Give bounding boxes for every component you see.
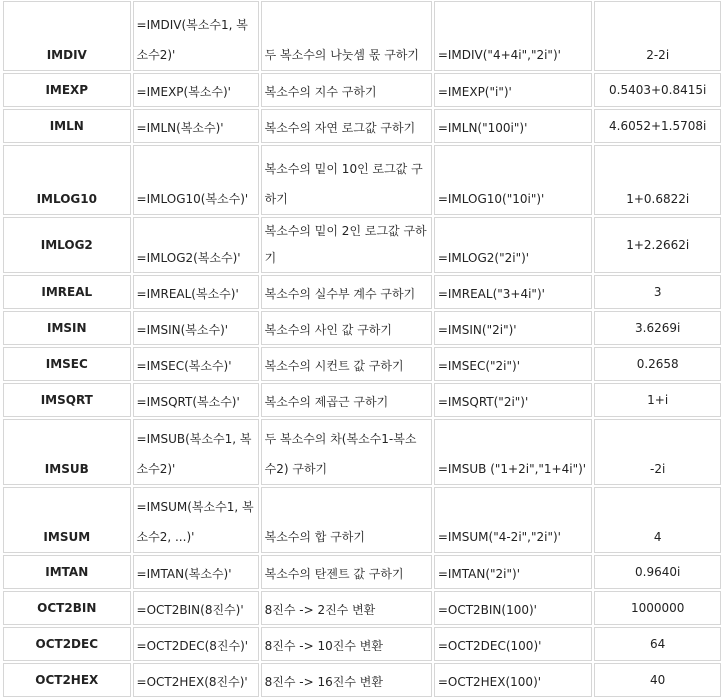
- function-syntax: =IMDIV(복소수1, 복소수2)': [133, 1, 259, 71]
- function-example: =IMDIV("4+4i","2i")': [434, 1, 593, 71]
- function-example: =OCT2DEC(100)': [434, 627, 593, 661]
- function-syntax: =IMLN(복소수)': [133, 109, 259, 143]
- function-syntax: =IMSIN(복소수)': [133, 311, 259, 345]
- function-example: =IMLN("100i")': [434, 109, 593, 143]
- function-example: =IMSUB ("1+2i","1+4i")': [434, 419, 593, 485]
- function-syntax: =IMSQRT(복소수)': [133, 383, 259, 417]
- function-example: =IMLOG10("10i")': [434, 145, 593, 215]
- function-example: =IMTAN("2i")': [434, 555, 593, 589]
- function-syntax: =OCT2HEX(8진수)': [133, 663, 259, 697]
- function-description: 복소수의 사인 값 구하기: [261, 311, 432, 345]
- function-name: IMSQRT: [3, 383, 131, 417]
- function-example: =IMSEC("2i")': [434, 347, 593, 381]
- function-name: IMLOG2: [3, 217, 131, 273]
- table-row: [3, 73, 721, 107]
- function-result: 1+i: [594, 383, 721, 417]
- function-result: 0.5403+0.8415i: [594, 73, 721, 107]
- function-description: 복소수의 자연 로그값 구하기: [261, 109, 432, 143]
- function-syntax: =IMSEC(복소수)': [133, 347, 259, 381]
- function-syntax: =IMSUM(복소수1, 복소수2, ...)': [133, 487, 259, 553]
- function-description: 두 복소수의 차(복소수1-복소수2) 구하기: [261, 419, 432, 485]
- function-description: 8진수 -> 16진수 변환: [261, 663, 432, 697]
- function-name: IMLN: [3, 109, 131, 143]
- function-result: 0.2658: [594, 347, 721, 381]
- function-name: OCT2HEX: [3, 663, 131, 697]
- table-row: [3, 383, 721, 417]
- function-name: IMTAN: [3, 555, 131, 589]
- function-description: 복소수의 시컨트 값 구하기: [261, 347, 432, 381]
- table-row: [3, 591, 721, 625]
- table-row: [3, 347, 721, 381]
- function-result: 64: [594, 627, 721, 661]
- function-description: 8진수 -> 2진수 변환: [261, 591, 432, 625]
- function-result: 40: [594, 663, 721, 697]
- function-name: IMEXP: [3, 73, 131, 107]
- table-row: [3, 217, 721, 273]
- function-description: 복소수의 탄젠트 값 구하기: [261, 555, 432, 589]
- function-description: 복소수의 실수부 계수 구하기: [261, 275, 432, 309]
- function-description: 복소수의 제곱근 구하기: [261, 383, 432, 417]
- function-result: 3.6269i: [594, 311, 721, 345]
- function-example: =OCT2BIN(100)': [434, 591, 593, 625]
- function-syntax: =IMSUB(복소수1, 복소수2)': [133, 419, 259, 485]
- function-syntax: =OCT2DEC(8진수)': [133, 627, 259, 661]
- function-name: IMDIV: [3, 1, 131, 71]
- function-example: =IMREAL("3+4i")': [434, 275, 593, 309]
- function-result: 0.9640i: [594, 555, 721, 589]
- function-description: 복소수의 밑이 10인 로그값 구하기: [261, 145, 432, 215]
- function-description: 두 복소수의 나눗셈 몫 구하기: [261, 1, 432, 71]
- function-example: =IMSIN("2i")': [434, 311, 593, 345]
- function-name: IMSUB: [3, 419, 131, 485]
- function-name: IMREAL: [3, 275, 131, 309]
- function-name: OCT2BIN: [3, 591, 131, 625]
- function-table: [1, 0, 723, 699]
- function-example: =IMLOG2("2i")': [434, 217, 593, 273]
- function-syntax: =IMREAL(복소수)': [133, 275, 259, 309]
- table-row: [3, 663, 721, 697]
- table-row: [3, 555, 721, 589]
- table-row: [3, 1, 721, 71]
- function-syntax: =IMTAN(복소수)': [133, 555, 259, 589]
- function-result: 1+0.6822i: [594, 145, 721, 215]
- function-syntax: =IMLOG10(복소수)': [133, 145, 259, 215]
- function-result: 1+2.2662i: [594, 217, 721, 273]
- function-syntax: =IMEXP(복소수)': [133, 73, 259, 107]
- function-syntax: =OCT2BIN(8진수)': [133, 591, 259, 625]
- function-name: IMSEC: [3, 347, 131, 381]
- function-example: =IMEXP("i")': [434, 73, 593, 107]
- function-result: 1000000: [594, 591, 721, 625]
- table-row: [3, 145, 721, 215]
- function-description: 복소수의 합 구하기: [261, 487, 432, 553]
- function-name: IMLOG10: [3, 145, 131, 215]
- table-row: [3, 419, 721, 485]
- table-row: [3, 487, 721, 553]
- function-result: 3: [594, 275, 721, 309]
- function-result: 2-2i: [594, 1, 721, 71]
- table-row: [3, 627, 721, 661]
- function-result: 4: [594, 487, 721, 553]
- function-description: 8진수 -> 10진수 변환: [261, 627, 432, 661]
- table-row: [3, 109, 721, 143]
- function-syntax: =IMLOG2(복소수)': [133, 217, 259, 273]
- function-name: OCT2DEC: [3, 627, 131, 661]
- function-example: =OCT2HEX(100)': [434, 663, 593, 697]
- function-description: 복소수의 밑이 2인 로그값 구하기: [261, 217, 432, 273]
- table-row: [3, 311, 721, 345]
- function-name: IMSIN: [3, 311, 131, 345]
- table-row: [3, 275, 721, 309]
- function-result: 4.6052+1.5708i: [594, 109, 721, 143]
- function-example: =IMSUM("4-2i","2i")': [434, 487, 593, 553]
- function-description: 복소수의 지수 구하기: [261, 73, 432, 107]
- function-result: -2i: [594, 419, 721, 485]
- function-name: IMSUM: [3, 487, 131, 553]
- function-example: =IMSQRT("2i")': [434, 383, 593, 417]
